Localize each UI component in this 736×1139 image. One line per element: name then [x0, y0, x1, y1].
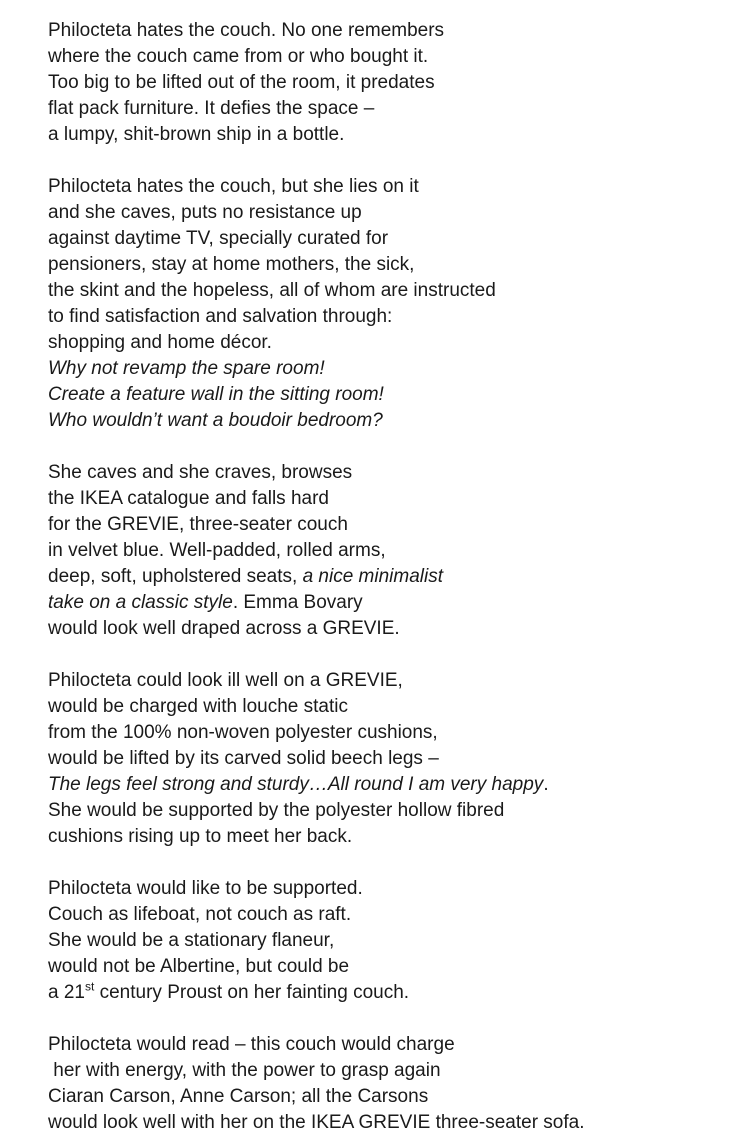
poem-line — [48, 1110, 716, 1136]
poem-text-segment: would be lifted by its carved solid beech legs – — [48, 748, 439, 769]
poem-text-segment: Philocteta hates the couch. No one remembers — [48, 20, 445, 41]
poem-text-segment: century Proust on her fainting couch. — [94, 982, 410, 1003]
poem-line — [48, 564, 716, 590]
poem-line — [48, 538, 716, 564]
poem-text-segment: to find satisfaction and salvation through: — [48, 306, 393, 327]
poem-stanza — [48, 174, 716, 434]
poem-text-segment: a nice minimalist — [302, 566, 443, 587]
poem-line — [48, 590, 716, 616]
poem-text-segment: She would be a stationary flaneur, — [48, 930, 335, 951]
poem-line — [48, 902, 716, 928]
poem-line — [48, 200, 716, 226]
poem-text-segment: Philocteta hates the couch, but she lies on it — [48, 176, 419, 197]
poem-stanza — [48, 1032, 716, 1136]
poem-line — [48, 486, 716, 512]
poem-text-segment: She would be supported by the polyester hollow fibred — [48, 800, 505, 821]
poem-text-segment: st — [84, 979, 95, 994]
poem-text-segment: a 21 — [48, 982, 85, 1003]
poem-text-segment: She caves and she craves, browses — [48, 462, 353, 483]
poem-stanza — [48, 460, 716, 642]
poem-line — [48, 746, 716, 772]
poem-text-segment: Why not revamp the spare room! — [48, 358, 325, 379]
poem-line — [48, 876, 716, 902]
poem-text-segment: the IKEA catalogue and falls hard — [48, 488, 329, 509]
poem-text-segment: the skint and the hopeless, all of whom are instructed — [48, 280, 496, 301]
poem-text-segment: in velvet blue. Well-padded, rolled arms, — [48, 540, 386, 561]
poem-line — [48, 720, 716, 746]
poem-text-segment: pensioners, stay at home mothers, the sick, — [48, 254, 415, 275]
poem — [48, 18, 716, 1136]
poem-line — [48, 226, 716, 252]
poem-text-segment: The legs feel strong and sturdy…All round I am very happy — [48, 774, 544, 795]
poem-stanza — [48, 668, 716, 850]
poem-line — [48, 1084, 716, 1110]
poem-text-segment: Create a feature wall in the sitting room! — [48, 384, 384, 405]
poem-line — [48, 356, 716, 382]
poem-line — [48, 382, 716, 408]
poem-text-segment: cushions rising up to meet her back. — [48, 826, 353, 847]
poem-line — [48, 824, 716, 850]
poem-text-segment: from the 100% non-woven polyester cushions, — [48, 722, 438, 743]
poem-text-segment: would not be Albertine, but could be — [48, 956, 350, 977]
poem-text-segment: . Emma Bovary — [232, 592, 363, 613]
poem-line — [48, 798, 716, 824]
poem-text-segment: Couch as lifeboat, not couch as raft. — [48, 904, 352, 925]
poem-line — [48, 980, 716, 1006]
poem-text-segment: would look well draped across a GREVIE. — [48, 618, 400, 639]
poem-text-segment: Philocteta would read – this couch would charge — [48, 1034, 455, 1055]
poem-text-segment: take on a classic style — [48, 592, 233, 613]
poem-text-segment: would be charged with louche static — [48, 696, 348, 717]
poem-line — [48, 304, 716, 330]
poem-line — [48, 460, 716, 486]
poem-text-segment: where the couch came from or who bought it. — [48, 46, 429, 67]
poem-line — [48, 408, 716, 434]
poem-stanza — [48, 876, 716, 1006]
poem-text-segment: flat pack furniture. It defies the space – — [48, 98, 375, 119]
poem-line — [48, 252, 716, 278]
poem-text-segment: Philocteta could look ill well on a GREVIE, — [48, 670, 403, 691]
poem-line — [48, 44, 716, 70]
poem-line — [48, 694, 716, 720]
poem-stanza — [48, 18, 716, 148]
poem-line — [48, 512, 716, 538]
poem-line — [48, 174, 716, 200]
poem-text-segment: her with energy, with the power to grasp again — [48, 1060, 441, 1081]
poem-text-segment: a lumpy, shit-brown ship in a bottle. — [48, 124, 345, 145]
poem-text-segment: against daytime TV, specially curated for — [48, 228, 389, 249]
poem-line — [48, 954, 716, 980]
poem-line — [48, 772, 716, 798]
poem-line — [48, 616, 716, 642]
poem-line — [48, 18, 716, 44]
poem-text-segment: for the GREVIE, three-seater couch — [48, 514, 348, 535]
poem-line — [48, 928, 716, 954]
poem-text-segment: shopping and home décor. — [48, 332, 272, 353]
poem-line — [48, 70, 716, 96]
poem-line — [48, 122, 716, 148]
poem-line — [48, 96, 716, 122]
poem-text-segment: Philocteta would like to be supported. — [48, 878, 363, 899]
poem-line — [48, 668, 716, 694]
poem-text-segment: and she caves, puts no resistance up — [48, 202, 362, 223]
poem-line — [48, 1058, 716, 1084]
poem-text-segment: deep, soft, upholstered seats, — [48, 566, 303, 587]
poem-text-segment: . — [543, 774, 549, 795]
poem-text-segment: Too big to be lifted out of the room, it predates — [48, 72, 435, 93]
poem-text-segment: Ciaran Carson, Anne Carson; all the Carsons — [48, 1086, 429, 1107]
poem-line — [48, 278, 716, 304]
poem-line — [48, 330, 716, 356]
poem-text-segment: would look well with her on the IKEA GREVIE three-seater sofa. — [48, 1112, 585, 1133]
poem-text-segment: Who wouldn’t want a boudoir bedroom? — [48, 410, 383, 431]
poem-line — [48, 1032, 716, 1058]
